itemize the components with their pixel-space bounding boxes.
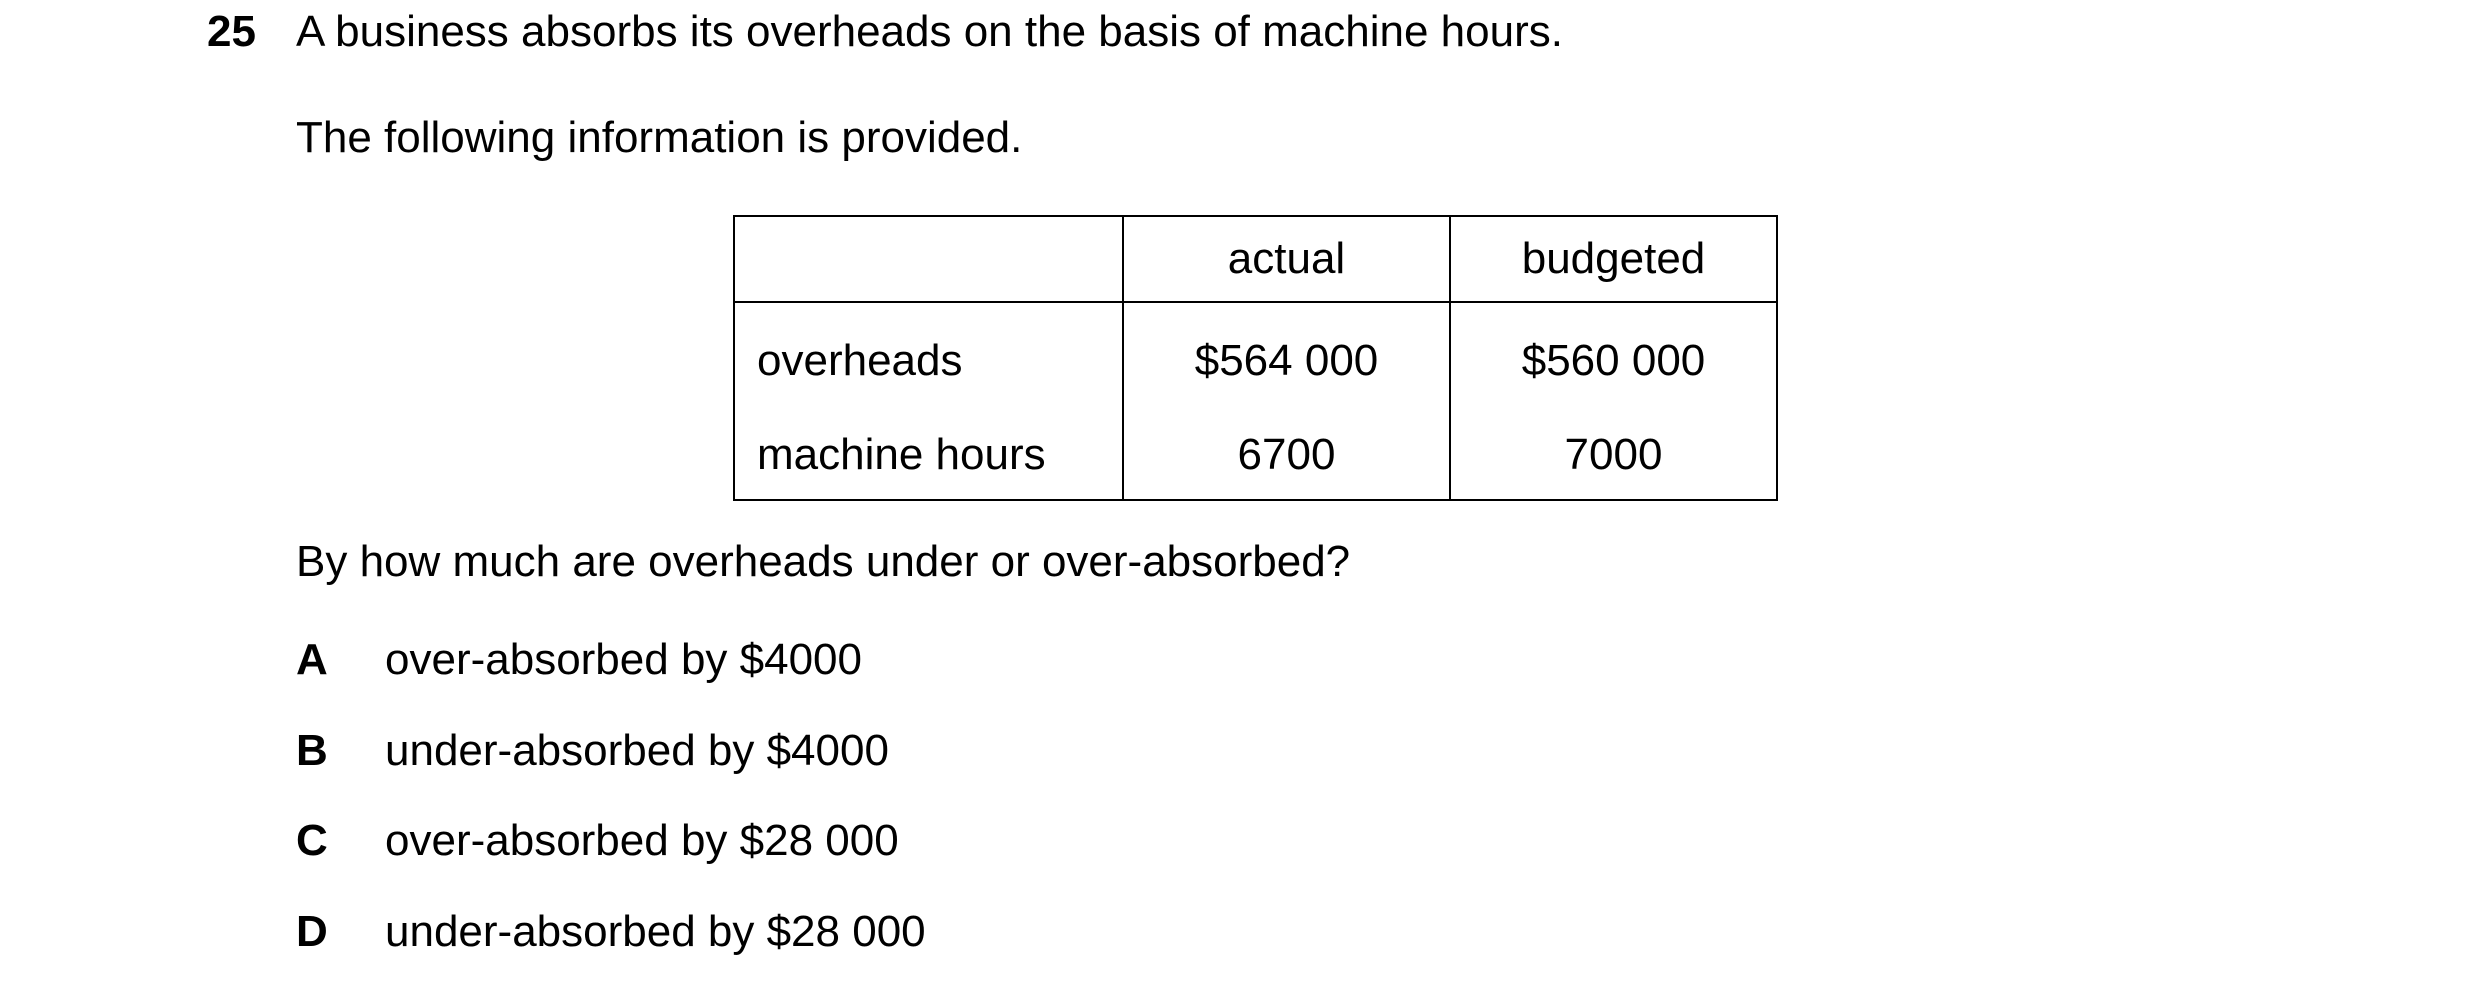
question-prompt: By how much are overheads under or over-absorbed? [296, 537, 1351, 586]
option-letter: C [296, 816, 328, 865]
table-cell-budgeted: 7000 [1450, 415, 1777, 500]
option-text: over-absorbed by $4000 [385, 635, 862, 684]
table-cell-budgeted: $560 000 [1450, 302, 1777, 415]
table-header-actual: actual [1123, 216, 1450, 302]
option-letter: B [296, 726, 328, 775]
option-letter: A [296, 635, 328, 684]
option-text: under-absorbed by $4000 [385, 726, 889, 775]
question-number: 25 [207, 7, 256, 56]
table-cell-actual: $564 000 [1123, 302, 1450, 415]
information-table [733, 215, 1778, 501]
table-row-label: machine hours [734, 415, 1123, 500]
table-header-row [734, 216, 1777, 302]
table-cell-actual: 6700 [1123, 415, 1450, 500]
question-stem: A business absorbs its overheads on the basis of machine hours. [296, 7, 1563, 56]
question-intro: The following information is provided. [296, 113, 1023, 162]
option-text: over-absorbed by $28 000 [385, 816, 899, 865]
table-row [734, 302, 1777, 415]
table-header-budgeted: budgeted [1450, 216, 1777, 302]
option-letter: D [296, 907, 328, 956]
table-row [734, 415, 1777, 500]
option-text: under-absorbed by $28 000 [385, 907, 926, 956]
table-row-label: overheads [734, 302, 1123, 415]
table-header-empty [734, 216, 1123, 302]
